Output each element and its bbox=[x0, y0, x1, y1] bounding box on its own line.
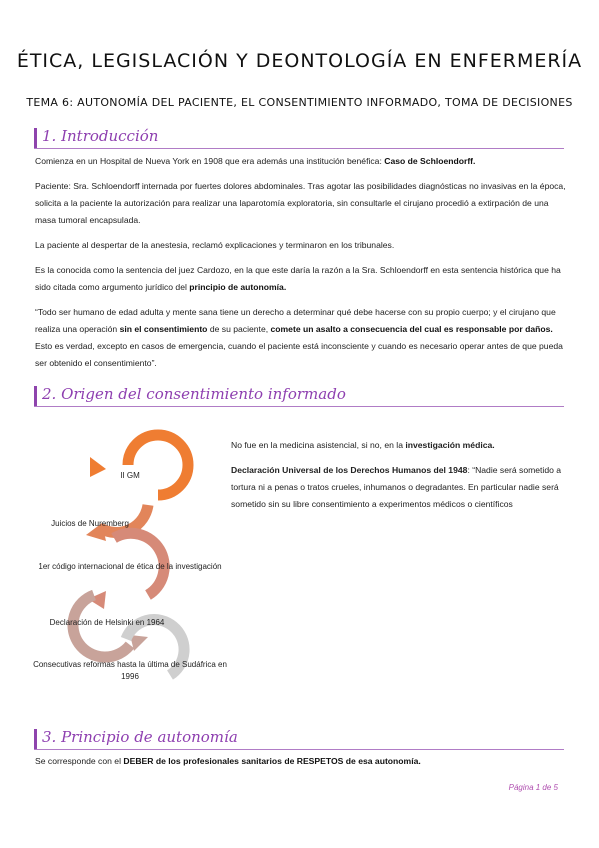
section-underline bbox=[34, 148, 564, 149]
section-accent-bar bbox=[34, 729, 37, 750]
timeline-step-4: Declaración de Helsinki en 1964 bbox=[49, 618, 165, 627]
timeline-step-5: Consecutivas reformas hasta la última de Sudáfrica en 1996 bbox=[33, 660, 227, 681]
section-underline bbox=[34, 749, 564, 750]
section-accent-bar bbox=[34, 386, 37, 407]
paragraph: Se corresponde con el DEBER de los profesionales sanitarios de RESPETOS de esa autonomía. bbox=[35, 756, 421, 766]
timeline-step-1: II GM bbox=[120, 471, 140, 480]
section-title: 1. Introducción bbox=[42, 127, 159, 145]
paragraph: Comienza en un Hospital de Nueva York en 1908 que era además una institución benéfica: Caso de Schloendorff. bbox=[35, 156, 476, 166]
paragraph: Declaración Universal de los Derechos Humanos del 1948: “Nadie será sometido a tortura ni a penas o tratos crueles, inhumanos o degradantes. En particular nadie será sometido sin su libre consentimiento a experimentos médicos o científicos bbox=[231, 465, 562, 509]
timeline-arrows bbox=[30, 425, 230, 695]
section-heading-introduccion bbox=[34, 127, 564, 149]
paragraph: La paciente al despertar de la anestesia, reclamó explicaciones y terminaron en los tribunales. bbox=[35, 240, 395, 250]
paragraph: Es la conocida como la sentencia del juez Cardozo, en la que este daría la razón a la Sra. Schloendorff en esta sentencia histórica que ha sido citada como argumento jurídico del principio de autonomía. bbox=[35, 265, 561, 292]
paragraph: No fue en la medicina asistencial, si no, en la investigación médica. bbox=[231, 440, 495, 450]
section-underline bbox=[34, 406, 564, 407]
paragraph: Paciente: Sra. Schloendorff internada por fuertes dolores abdominales. Tras agotar las posibilidades diagnósticas no invasivas en la época, solicita a la paciente la autorización para realizar una laparotomía exploratoria, sin consultarle el cirujano procedió a extirpación de una masa tumoral encapsulada. bbox=[35, 181, 566, 225]
timeline-arrow-1 bbox=[128, 435, 188, 495]
document-subtitle: TEMA 6: AUTONOMÍA DEL PACIENTE, EL CONSENTIMIENTO INFORMADO, TOMA DE DECISIONES bbox=[26, 96, 573, 109]
section-title: 2. Origen del consentimiento informado bbox=[42, 385, 346, 403]
section-heading-autonomia bbox=[34, 728, 564, 750]
document-title: ÉTICA, LEGISLACIÓN Y DEONTOLOGÍA EN ENFERMERÍA bbox=[16, 50, 583, 72]
quote-paragraph: “Todo ser humano de edad adulta y mente sana tiene un derecho a determinar qué debe hacerse con su propio cuerpo; y el cirujano que realiza una operación sin el consentimiento de su paciente, comete un asalto a consecuencia del cual es responsable por daños. Esto es verdad, excepto en casos de emergencia, cuando el paciente está inconsciente y cuando es necesario operar antes de que pueda ser obtenido el consentimiento”. bbox=[35, 307, 563, 368]
page-number: Página 1 de 5 bbox=[508, 783, 558, 792]
section-title: 3. Principio de autonomía bbox=[42, 728, 238, 746]
timeline-step-2: Juicios de Nuremberg bbox=[51, 519, 129, 528]
section-heading-origen bbox=[34, 385, 564, 407]
timeline-step-3: 1er código internacional de ética de la investigación bbox=[38, 562, 222, 571]
timeline-diagram bbox=[30, 425, 230, 695]
section-accent-bar bbox=[34, 128, 37, 149]
